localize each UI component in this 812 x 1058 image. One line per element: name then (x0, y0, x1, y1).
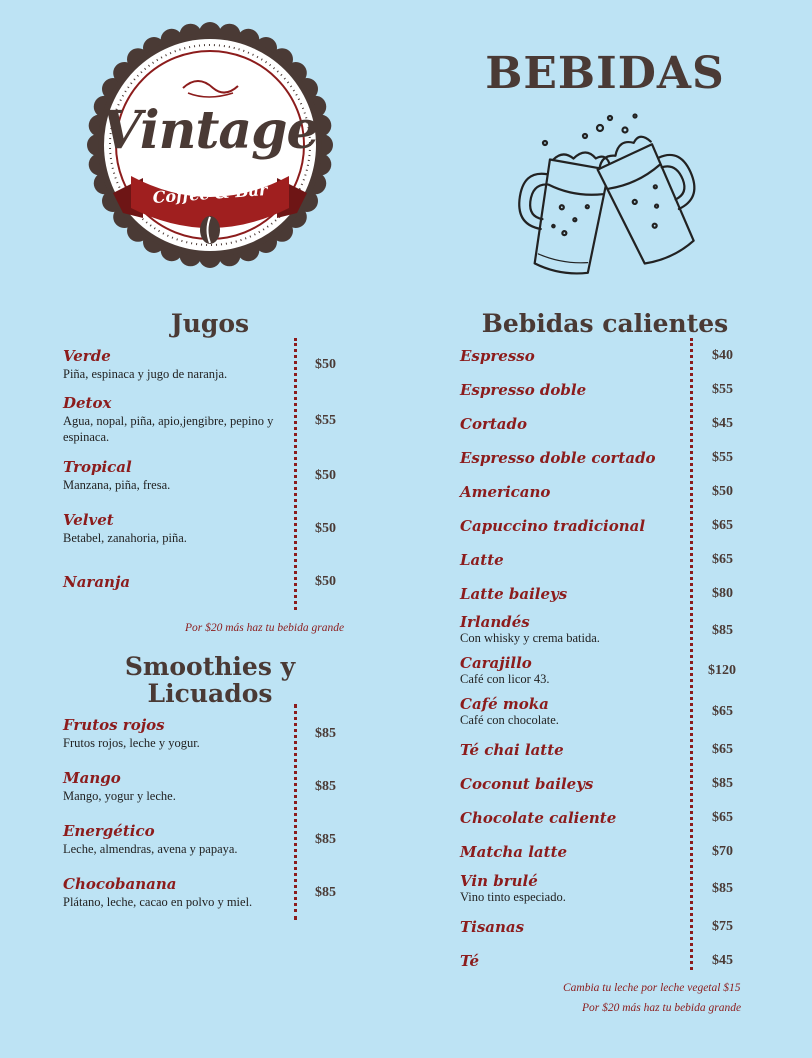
item-desc: Plátano, leche, cacao en polvo y miel. (63, 895, 253, 909)
item-price: $40 (712, 348, 733, 363)
item-price: $70 (712, 844, 733, 859)
item-name: Velvet (63, 511, 114, 529)
item-desc: Con whisky y crema batida. (460, 631, 600, 645)
item-price: $65 (712, 518, 733, 533)
item-name: Mango (63, 769, 121, 787)
item-price: $85 (315, 726, 336, 741)
item-price: $65 (712, 742, 733, 757)
logo-brand: Vintage (101, 100, 319, 161)
item-name: Chocobanana (63, 875, 177, 893)
jugos-note: Por $20 más haz tu bebida grande (185, 622, 345, 634)
item-name: Detox (63, 394, 112, 412)
item-price: $85 (712, 881, 733, 896)
item-price: $65 (712, 552, 733, 567)
item-name: Tisanas (460, 918, 525, 936)
beer-mugs-icon (505, 108, 715, 288)
item-price: $75 (712, 919, 733, 934)
item-name: Cortado (460, 415, 527, 433)
item-price: $50 (315, 574, 336, 589)
item-price: $50 (315, 468, 336, 483)
item-price: $85 (315, 832, 336, 847)
item-desc: Café con licor 43. (460, 672, 550, 686)
smoothies-divider (294, 704, 297, 920)
item-price: $45 (712, 953, 733, 968)
item-price: $85 (712, 776, 733, 791)
vintage-logo (83, 18, 337, 272)
item-price: $50 (712, 484, 733, 499)
item-desc: Frutos rojos, leche y yogur. (63, 736, 200, 750)
item-price: $65 (712, 810, 733, 825)
item-price: $55 (315, 413, 336, 428)
item-name: Carajillo (460, 654, 532, 672)
item-desc: Piña, espinaca y jugo de naranja. (63, 367, 228, 381)
item-name: Energético (63, 822, 155, 840)
item-name: Coconut baileys (460, 775, 594, 793)
item-price: $45 (712, 416, 733, 431)
item-name: Chocolate caliente (460, 809, 617, 827)
calientes-note-grande: Por $20 más haz tu bebida grande (582, 1002, 742, 1014)
item-desc: Manzana, piña, fresa. (63, 478, 171, 492)
page-title: BEBIDAS (485, 48, 725, 99)
item-desc: Betabel, zanahoria, piña. (63, 531, 187, 545)
item-price: $50 (315, 521, 336, 536)
item-name: Té (460, 952, 479, 970)
item-desc: Agua, nopal, piña, apio,jengibre, pepino y espinaca. (63, 414, 274, 444)
item-name: Verde (63, 347, 111, 365)
item-name: Capuccino tradicional (460, 517, 646, 535)
item-price: $85 (315, 885, 336, 900)
calientes-divider (690, 338, 693, 970)
item-name: Espresso doble (460, 381, 587, 399)
item-price: $50 (315, 357, 336, 372)
item-price: $65 (712, 704, 733, 719)
item-name: Té chai latte (460, 741, 564, 759)
item-name: Irlandés (460, 613, 530, 631)
jugos-divider (294, 338, 297, 610)
item-name: Frutos rojos (63, 716, 165, 734)
jugos-heading: Jugos (170, 309, 250, 338)
logo-tagline: Coffee & Bar (152, 180, 268, 207)
item-desc: Leche, almendras, avena y papaya. (63, 842, 238, 856)
item-price: $85 (315, 779, 336, 794)
item-desc: Vino tinto especiado. (460, 890, 566, 904)
item-name: Latte (460, 551, 504, 569)
item-price: $55 (712, 450, 733, 465)
item-price: $85 (712, 623, 733, 638)
item-name: Americano (460, 483, 551, 501)
item-name: Tropical (63, 458, 132, 476)
item-name: Café moka (460, 695, 549, 713)
smoothies-heading: Smoothies y Licuados (124, 652, 296, 708)
item-price: $80 (712, 586, 733, 601)
item-desc: Café con chocolate. (460, 713, 559, 727)
item-price: $120 (708, 663, 736, 678)
item-name: Espresso doble cortado (460, 449, 656, 467)
calientes-note-leche: Cambia tu leche por leche vegetal $15 (563, 982, 741, 994)
item-name: Matcha latte (460, 843, 568, 861)
item-price: $55 (712, 382, 733, 397)
item-name: Naranja (63, 573, 131, 591)
item-desc: Mango, yogur y leche. (63, 789, 176, 803)
item-name: Vin brulé (460, 872, 538, 890)
item-name: Espresso (460, 347, 535, 365)
item-name: Latte baileys (460, 585, 568, 603)
calientes-heading: Bebidas calientes (481, 309, 729, 338)
